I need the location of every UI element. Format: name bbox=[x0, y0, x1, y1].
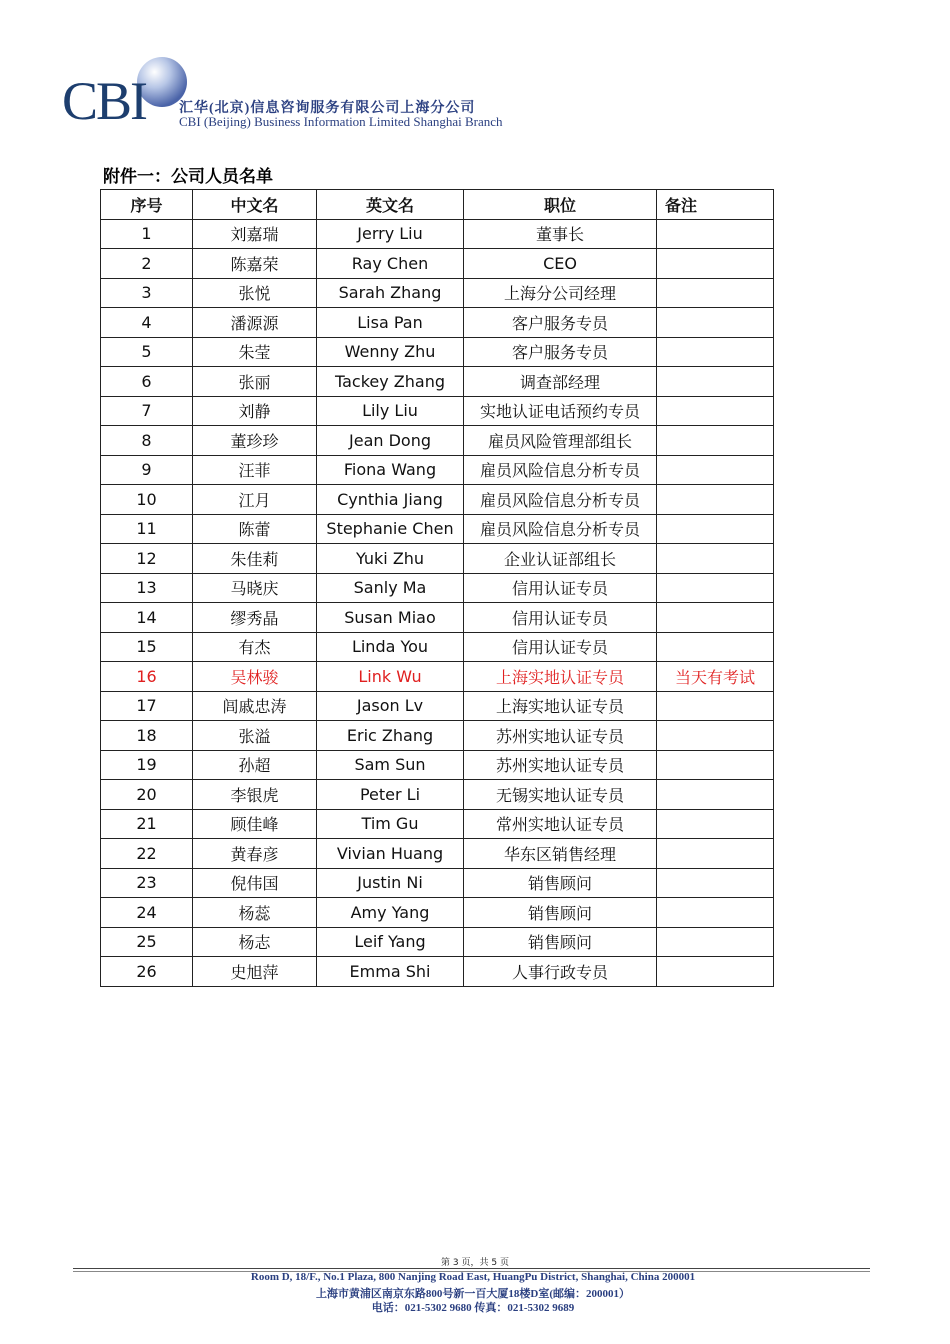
cell-chinese-name: 史旭萍 bbox=[193, 957, 317, 987]
cell-chinese-name: 董珍珍 bbox=[193, 426, 317, 456]
page-title: 附件一：公司人员名单 bbox=[103, 167, 273, 187]
cell-chinese-name: 朱莹 bbox=[193, 337, 317, 367]
cell-english-name: Vivian Huang bbox=[317, 839, 464, 869]
cell-english-name: Susan Miao bbox=[317, 603, 464, 633]
column-header-english-name: 英文名 bbox=[317, 190, 464, 220]
cell-position: 上海实地认证专员 bbox=[464, 691, 657, 721]
cell-chinese-name: 汪菲 bbox=[193, 455, 317, 485]
cell-chinese-name: 陈蕾 bbox=[193, 514, 317, 544]
cell-english-name: Linda You bbox=[317, 632, 464, 662]
cell-row-number: 15 bbox=[101, 632, 193, 662]
cell-remarks bbox=[657, 426, 774, 456]
cell-chinese-name: 吴林骏 bbox=[193, 662, 317, 692]
cell-english-name: Jean Dong bbox=[317, 426, 464, 456]
table-row bbox=[101, 426, 774, 456]
cell-chinese-name: 潘源源 bbox=[193, 308, 317, 338]
column-header-chinese-name: 中文名 bbox=[193, 190, 317, 220]
cell-position: CEO bbox=[464, 249, 657, 279]
cell-chinese-name: 缪秀晶 bbox=[193, 603, 317, 633]
cell-remarks bbox=[657, 691, 774, 721]
cell-row-number: 21 bbox=[101, 809, 193, 839]
cell-remarks bbox=[657, 750, 774, 780]
table-row bbox=[101, 337, 774, 367]
cell-position: 上海实地认证专员 bbox=[464, 662, 657, 692]
cell-remarks bbox=[657, 957, 774, 987]
table-row bbox=[101, 396, 774, 426]
cell-row-number: 10 bbox=[101, 485, 193, 515]
table-row bbox=[101, 308, 774, 338]
cell-remarks bbox=[657, 603, 774, 633]
footer-address-cn: 上海市黄浦区南京东路800号新一百大厦18楼D室(邮编：200001） bbox=[315, 1288, 631, 1300]
cell-chinese-name: 陈嘉荣 bbox=[193, 249, 317, 279]
cell-row-number: 4 bbox=[101, 308, 193, 338]
table-row bbox=[101, 455, 774, 485]
footer-divider bbox=[73, 1268, 870, 1269]
table-row bbox=[101, 219, 774, 249]
cell-remarks bbox=[657, 249, 774, 279]
table-row bbox=[101, 544, 774, 574]
cell-remarks bbox=[657, 544, 774, 574]
cell-remarks bbox=[657, 927, 774, 957]
cell-english-name: Lily Liu bbox=[317, 396, 464, 426]
table-row bbox=[101, 721, 774, 751]
cell-position: 无锡实地认证专员 bbox=[464, 780, 657, 810]
cell-chinese-name: 孙超 bbox=[193, 750, 317, 780]
cell-position: 实地认证电话预约专员 bbox=[464, 396, 657, 426]
cell-row-number: 26 bbox=[101, 957, 193, 987]
cell-remarks bbox=[657, 278, 774, 308]
cell-remarks: 当天有考试 bbox=[657, 662, 774, 692]
cell-row-number: 18 bbox=[101, 721, 193, 751]
cell-english-name: Fiona Wang bbox=[317, 455, 464, 485]
logo-wordmark: CBI bbox=[62, 71, 147, 131]
cell-english-name: Emma Shi bbox=[317, 957, 464, 987]
cell-remarks bbox=[657, 898, 774, 928]
table-row bbox=[101, 839, 774, 869]
footer-phone-fax: 电话：021-5302 9680 传真：021-5302 9689 bbox=[371, 1302, 575, 1314]
cell-english-name: Yuki Zhu bbox=[317, 544, 464, 574]
cell-row-number: 12 bbox=[101, 544, 193, 574]
cell-chinese-name: 朱佳莉 bbox=[193, 544, 317, 574]
column-header-position: 职位 bbox=[464, 190, 657, 220]
cell-remarks bbox=[657, 573, 774, 603]
cell-english-name: Justin Ni bbox=[317, 868, 464, 898]
cell-chinese-name: 李银虎 bbox=[193, 780, 317, 810]
cell-remarks bbox=[657, 514, 774, 544]
table-row bbox=[101, 603, 774, 633]
cell-remarks bbox=[657, 721, 774, 751]
cell-position: 客户服务专员 bbox=[464, 308, 657, 338]
table-row bbox=[101, 662, 774, 692]
cell-position: 销售顾问 bbox=[464, 898, 657, 928]
cell-chinese-name: 倪伟国 bbox=[193, 868, 317, 898]
cell-english-name: Wenny Zhu bbox=[317, 337, 464, 367]
cell-chinese-name: 江月 bbox=[193, 485, 317, 515]
table-row bbox=[101, 514, 774, 544]
table-row bbox=[101, 957, 774, 987]
table-row bbox=[101, 868, 774, 898]
cell-remarks bbox=[657, 455, 774, 485]
cell-row-number: 3 bbox=[101, 278, 193, 308]
cell-chinese-name: 马晓庆 bbox=[193, 573, 317, 603]
staff-table bbox=[100, 189, 774, 987]
cell-remarks bbox=[657, 337, 774, 367]
cell-position: 信用认证专员 bbox=[464, 573, 657, 603]
table-row bbox=[101, 278, 774, 308]
cell-position: 雇员风险信息分析专员 bbox=[464, 485, 657, 515]
cell-row-number: 7 bbox=[101, 396, 193, 426]
table-row bbox=[101, 367, 774, 397]
cell-row-number: 11 bbox=[101, 514, 193, 544]
cell-position: 常州实地认证专员 bbox=[464, 809, 657, 839]
cell-row-number: 19 bbox=[101, 750, 193, 780]
table-row bbox=[101, 573, 774, 603]
cell-position: 客户服务专员 bbox=[464, 337, 657, 367]
cell-position: 苏州实地认证专员 bbox=[464, 750, 657, 780]
table-row bbox=[101, 927, 774, 957]
cell-remarks bbox=[657, 780, 774, 810]
cell-remarks bbox=[657, 308, 774, 338]
page-indicator: 第 3 页，共 5 页 bbox=[441, 1258, 509, 1268]
table-row bbox=[101, 780, 774, 810]
cell-position: 调查部经理 bbox=[464, 367, 657, 397]
table-row bbox=[101, 485, 774, 515]
cell-row-number: 17 bbox=[101, 691, 193, 721]
cell-chinese-name: 顾佳峰 bbox=[193, 809, 317, 839]
footer-address-en: Room D, 18/F., No.1 Plaza, 800 Nanjing Road East, HuangPu District, Shanghai, China 200001 bbox=[250, 1271, 696, 1283]
cell-row-number: 23 bbox=[101, 868, 193, 898]
cell-position: 企业认证部组长 bbox=[464, 544, 657, 574]
cell-english-name: Link Wu bbox=[317, 662, 464, 692]
cell-english-name: Stephanie Chen bbox=[317, 514, 464, 544]
cell-remarks bbox=[657, 396, 774, 426]
cell-remarks bbox=[657, 219, 774, 249]
cell-row-number: 8 bbox=[101, 426, 193, 456]
cell-remarks bbox=[657, 868, 774, 898]
cell-row-number: 20 bbox=[101, 780, 193, 810]
cell-chinese-name: 有杰 bbox=[193, 632, 317, 662]
table-body bbox=[101, 219, 774, 986]
cell-row-number: 6 bbox=[101, 367, 193, 397]
cell-english-name: Lisa Pan bbox=[317, 308, 464, 338]
cell-english-name: Ray Chen bbox=[317, 249, 464, 279]
cell-row-number: 14 bbox=[101, 603, 193, 633]
column-header-number: 序号 bbox=[101, 190, 193, 220]
cell-english-name: Cynthia Jiang bbox=[317, 485, 464, 515]
cell-position: 销售顾问 bbox=[464, 868, 657, 898]
cell-chinese-name: 杨蕊 bbox=[193, 898, 317, 928]
cell-remarks bbox=[657, 839, 774, 869]
cell-english-name: Sam Sun bbox=[317, 750, 464, 780]
cell-chinese-name: 张溢 bbox=[193, 721, 317, 751]
cell-english-name: Jerry Liu bbox=[317, 219, 464, 249]
cell-row-number: 22 bbox=[101, 839, 193, 869]
table-row bbox=[101, 691, 774, 721]
cell-row-number: 24 bbox=[101, 898, 193, 928]
cell-english-name: Jason Lv bbox=[317, 691, 464, 721]
cell-row-number: 13 bbox=[101, 573, 193, 603]
cell-english-name: Tim Gu bbox=[317, 809, 464, 839]
cell-remarks bbox=[657, 809, 774, 839]
cell-position: 信用认证专员 bbox=[464, 603, 657, 633]
cell-chinese-name: 刘静 bbox=[193, 396, 317, 426]
table-row bbox=[101, 750, 774, 780]
table-row bbox=[101, 809, 774, 839]
cell-english-name: Eric Zhang bbox=[317, 721, 464, 751]
cell-row-number: 2 bbox=[101, 249, 193, 279]
table-header-row bbox=[101, 190, 774, 220]
cell-english-name: Peter Li bbox=[317, 780, 464, 810]
cell-chinese-name: 张丽 bbox=[193, 367, 317, 397]
cell-position: 上海分公司经理 bbox=[464, 278, 657, 308]
company-name-en: CBI (Beijing) Business Information Limited Shanghai Branch bbox=[179, 114, 503, 129]
cell-english-name: Leif Yang bbox=[317, 927, 464, 957]
cell-remarks bbox=[657, 367, 774, 397]
table-row bbox=[101, 249, 774, 279]
cell-position: 雇员风险信息分析专员 bbox=[464, 455, 657, 485]
cell-english-name: Sarah Zhang bbox=[317, 278, 464, 308]
cell-row-number: 1 bbox=[101, 219, 193, 249]
cell-chinese-name: 黄春彦 bbox=[193, 839, 317, 869]
table-row bbox=[101, 898, 774, 928]
cell-english-name: Tackey Zhang bbox=[317, 367, 464, 397]
cell-chinese-name: 杨志 bbox=[193, 927, 317, 957]
column-header-remarks: 备注 bbox=[657, 190, 774, 220]
cell-row-number: 16 bbox=[101, 662, 193, 692]
cell-position: 苏州实地认证专员 bbox=[464, 721, 657, 751]
cell-remarks bbox=[657, 485, 774, 515]
cell-position: 人事行政专员 bbox=[464, 957, 657, 987]
cell-row-number: 25 bbox=[101, 927, 193, 957]
cell-position: 董事长 bbox=[464, 219, 657, 249]
company-name-cn: 汇华(北京)信息咨询服务有限公司上海分公司 bbox=[179, 101, 476, 116]
cell-position: 信用认证专员 bbox=[464, 632, 657, 662]
cell-row-number: 9 bbox=[101, 455, 193, 485]
cell-remarks bbox=[657, 632, 774, 662]
table-row bbox=[101, 632, 774, 662]
cell-english-name: Amy Yang bbox=[317, 898, 464, 928]
cell-chinese-name: 张悦 bbox=[193, 278, 317, 308]
cell-position: 雇员风险管理部组长 bbox=[464, 426, 657, 456]
cell-chinese-name: 刘嘉瑞 bbox=[193, 219, 317, 249]
company-logo bbox=[62, 56, 503, 131]
cell-position: 雇员风险信息分析专员 bbox=[464, 514, 657, 544]
cell-english-name: Sanly Ma bbox=[317, 573, 464, 603]
cell-position: 华东区销售经理 bbox=[464, 839, 657, 869]
cell-chinese-name: 闾戚忠涛 bbox=[193, 691, 317, 721]
cell-row-number: 5 bbox=[101, 337, 193, 367]
cell-position: 销售顾问 bbox=[464, 927, 657, 957]
